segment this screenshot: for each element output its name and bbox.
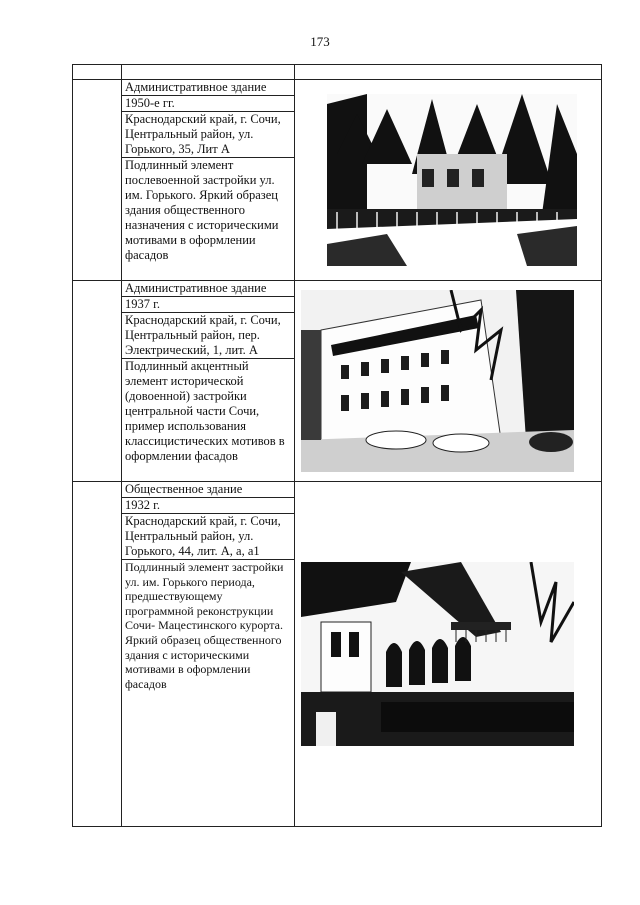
row-number-cell [73, 281, 122, 482]
building-address: Краснодарский край, г. Сочи, Центральный район, пер. Электрический, 1, лит. А [122, 313, 294, 359]
row-photo-cell [295, 281, 602, 482]
row-description-cell [122, 80, 295, 281]
page-number: 173 [310, 34, 330, 49]
table-row [73, 482, 602, 827]
building-type: Общественное здание [122, 482, 294, 498]
header-cell-number [73, 65, 122, 80]
building-type: Административное здание [122, 281, 294, 297]
row-number-cell [73, 80, 122, 281]
building-address: Краснодарский край, г. Сочи, Центральный район, ул. Горького, 35, Лит А [122, 112, 294, 158]
building-1950s-photo [327, 94, 577, 266]
row-description-cell [122, 482, 295, 827]
header-cell-description [122, 65, 295, 80]
row-number-cell [73, 482, 122, 827]
table-header-row [73, 65, 602, 80]
building-1932-photo [301, 562, 574, 746]
building-address: Краснодарский край, г. Сочи, Центральный район, ул. Горького, 44, лит. А, а, а1 [122, 514, 294, 560]
building-date: 1950-е гг. [122, 96, 294, 112]
building-description: Подлинный элемент застройки ул. им. Горького периода, предшествующему программной реконструкции Сочи- Мацестинского курорта. Яркий образец общественного здания с историческими мотивами в оформлении фасадов [125, 560, 284, 691]
building-date: 1937 г. [122, 297, 294, 313]
table-row [73, 80, 602, 281]
building-description: Подлинный элемент послевоенной застройки ул. им. Горького. Яркий образец здания общественного назначения с историческими мотивами в оформлении фасадов [125, 158, 279, 262]
building-type: Административное здание [122, 80, 294, 96]
row-description-cell [122, 281, 295, 482]
table-row [73, 281, 602, 482]
heritage-registry-table [72, 64, 602, 827]
header-cell-photo [295, 65, 602, 80]
row-photo-cell [295, 80, 602, 281]
building-description: Подлинный акцентный элемент исторической (довоенной) застройки центральной части Сочи, пример использования классицистических мотивов в оформлении фасадов [125, 359, 285, 463]
building-date: 1932 г. [122, 498, 294, 514]
building-1937-photo [301, 290, 574, 472]
row-photo-cell [295, 482, 602, 827]
